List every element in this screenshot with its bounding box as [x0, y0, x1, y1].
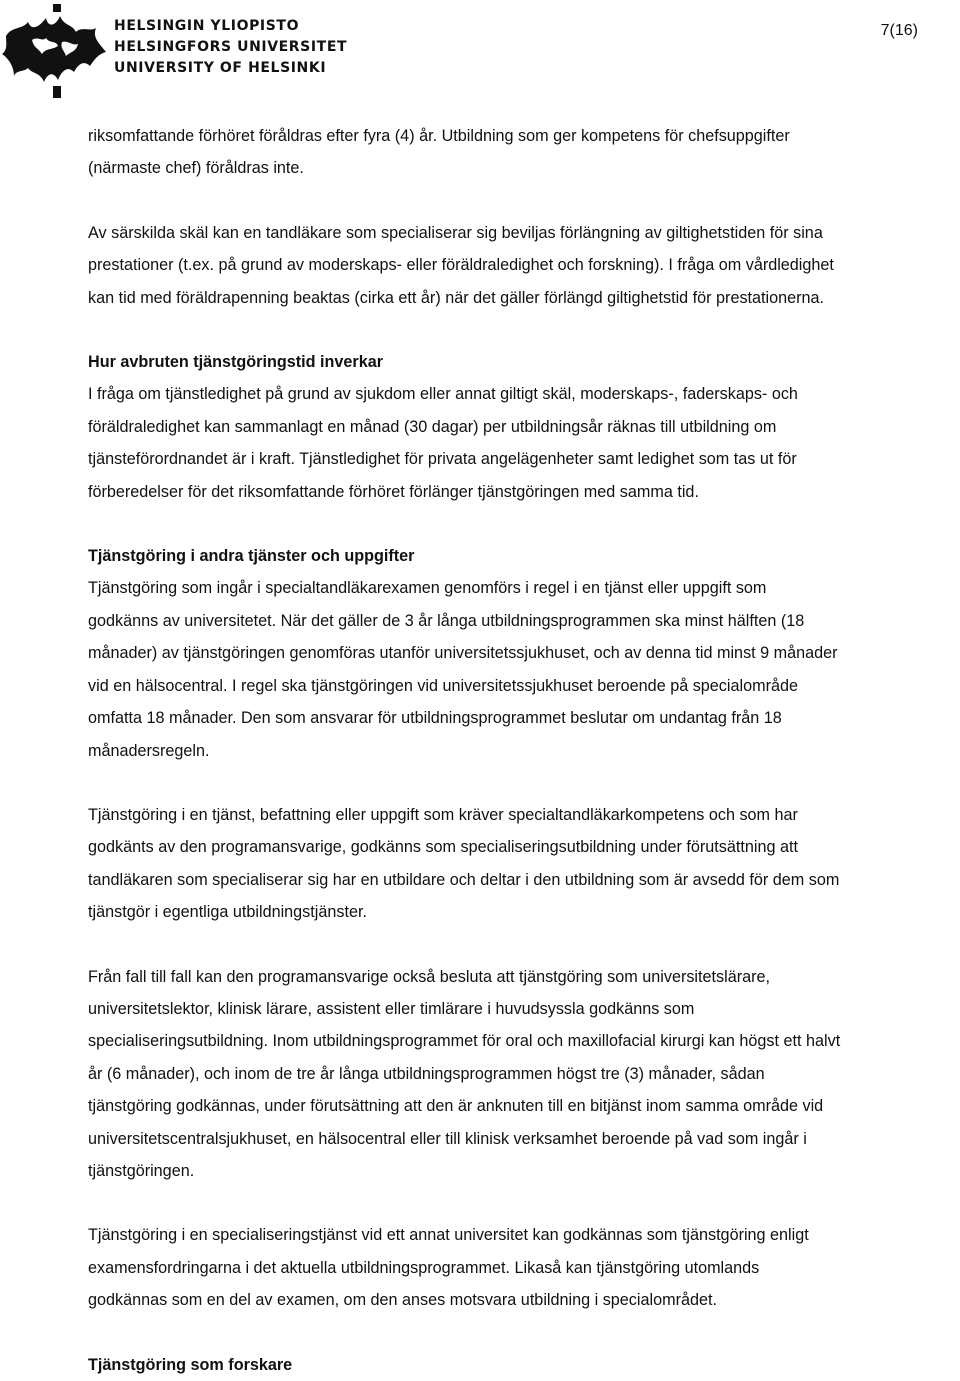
university-name-sv: HELSINGFORS UNIVERSITET	[114, 39, 348, 55]
section-heading: Tjänstgöring i andra tjänster och uppgifter	[88, 547, 415, 566]
text-line: tjänstgöringen.	[88, 1161, 195, 1180]
text-line: I fråga om tjänstledighet på grund av sjukdom eller annat giltigt skäl, moderskaps-, faderskaps- och	[88, 385, 798, 404]
text-line: kan tid med föräldrapenning beaktas (cirka ett år) när det gäller förlängd giltighetstid för prestationerna.	[88, 288, 825, 307]
paragraph-5	[88, 799, 960, 929]
text-line: specialiseringsutbildning. Inom utbildningsprogrammet för oral och maxillofacial kirurgi kan högst ett halvt	[88, 1032, 841, 1051]
university-name-fi: HELSINGIN YLIOPISTO	[114, 18, 300, 34]
text-line: (närmaste chef) föråldras inte.	[88, 159, 304, 178]
text-line: universitetscentralsjukhuset, en hälsocentral eller till klinisk verksamhet beroende på vad som ingår i	[88, 1129, 807, 1148]
text-line: universitetslektor, klinisk lärare, assistent eller timlärare i huvudsyssla godkänns som	[88, 999, 695, 1018]
university-name-en: UNIVERSITY OF HELSINKI	[114, 60, 327, 76]
text-line: godkänts av den programansvarige, godkänns som specialiseringsutbildning under förutsättning att	[88, 838, 798, 857]
text-line: godkänns av universitetet. När det gäller de 3 år långa utbildningsprogrammen ska minst hälften (18	[88, 611, 805, 630]
helsinki-university-flame-logo-icon	[2, 2, 110, 102]
text-line: omfatta 18 månader. Den som ansvarar för utbildningsprogrammet beslutar om undantag från 18	[88, 709, 782, 728]
section-other-positions	[88, 540, 960, 767]
text-line: tandläkaren som specialiserar sig har en utbildare och deltar i den utbildning som är avsedd för dem som	[88, 870, 840, 889]
text-line: föräldraledighet kan sammanlagt en månad (30 dagar) per utbildningsår räknas till utbildning om	[88, 417, 777, 436]
paragraph-6	[88, 961, 960, 1188]
text-line: månader) av tjänstgöringen genomföras utanför universitetssjukhuset, och av denna tid minst 9 månader	[88, 644, 838, 663]
text-line: Tjänstgöring i en specialiseringstjänst vid ett annat universitet kan godkännas som tjänstgöring enligt	[88, 1226, 809, 1245]
text-line: år (6 månader), och inom de tre år långa utbildningsprogrammen högst tre (3) månader, sådan	[88, 1064, 765, 1083]
text-line: examensfordringarna i det aktuella utbildningsprogrammet. Likaså kan tjänstgöring utomlands	[88, 1258, 760, 1277]
section-heading-researcher: Tjänstgöring som forskare	[88, 1355, 293, 1374]
text-line: riksomfattande förhöret föråldras efter fyra (4) år. Utbildning som ger kompetens för chefsuppgifter	[88, 127, 790, 145]
page-header	[0, 0, 960, 110]
section-interrupted-service	[88, 346, 960, 508]
text-line: vid en hälsocentral. I regel ska tjänstgöringen vid universitetssjukhuset beroende på specialområde	[88, 676, 798, 695]
document-body	[88, 120, 960, 1381]
text-line: förberedelser för det riksomfattande förhöret förlänger tjänstgöringen med samma tid.	[88, 482, 699, 501]
text-line: tjänstgöring godkännas, under förutsättning att den är anknuten till en bitjänst inom samma område vid	[88, 1097, 824, 1116]
paragraph-1	[88, 120, 960, 185]
text-line: Av särskilda skäl kan en tandläkare som specialiserar sig beviljas förlängning av giltighetstiden för sina	[88, 223, 823, 242]
university-name	[114, 16, 347, 79]
paragraph-2	[88, 217, 960, 314]
text-line: tjänstgör i egentliga utbildningstjänster.	[88, 903, 367, 922]
text-line: prestationer (t.ex. på grund av moderskaps- eller föräldraledighet och forskning). I fråga om vårdledighet	[88, 256, 834, 275]
text-line: Från fall till fall kan den programansvarige också besluta att tjänstgöring som universitetslärare,	[88, 967, 771, 986]
section-heading: Hur avbruten tjänstgöringstid inverkar	[88, 353, 384, 372]
text-line: godkännas som en del av examen, om den anses motsvara utbildning i specialområdet.	[88, 1291, 717, 1310]
paragraph-7	[88, 1219, 960, 1316]
text-line: Tjänstgöring som ingår i specialtandläkarexamen genomförs i regel i en tjänst eller uppgift som	[88, 579, 767, 598]
page-number: 7(16)	[880, 22, 918, 39]
text-line: tjänsteförordnandet är i kraft. Tjänstledighet för privata angelägenheter samt ledighet som tas ut för	[88, 450, 797, 469]
text-line: Tjänstgöring i en tjänst, befattning eller uppgift som kräver specialtandläkarkompetens och som har	[88, 805, 798, 824]
text-line: månadersregeln.	[88, 741, 210, 760]
